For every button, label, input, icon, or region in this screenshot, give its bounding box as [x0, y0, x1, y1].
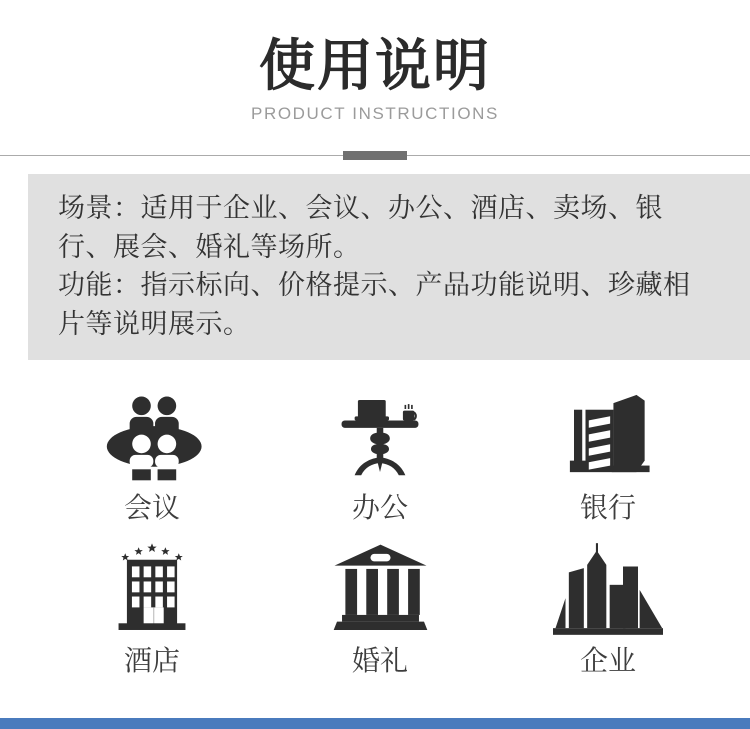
meeting-people-icon [100, 394, 205, 482]
scene-label: 酒店 [123, 644, 180, 676]
wedding-hall-icon [332, 545, 429, 635]
wedding-hall-icon [332, 543, 429, 635]
page-subtitle: PRODUCT INSTRUCTIONS [251, 104, 499, 123]
section-divider [0, 151, 750, 160]
bank-building-icon [564, 390, 653, 482]
page-title: 使用说明 [259, 34, 491, 97]
scene-cell-hotel [38, 545, 266, 678]
bank-building-icon [564, 392, 653, 482]
scene-label: 会议 [123, 492, 180, 523]
header [0, 0, 750, 124]
office-desk-icon [335, 390, 425, 482]
scene-cell-bank [494, 392, 722, 525]
office-desk-icon [335, 392, 425, 482]
scene-grid [38, 392, 722, 677]
scene-cell-meeting [38, 392, 266, 525]
scene-cell-enterprise [494, 545, 722, 678]
meeting-people-icon [100, 392, 205, 482]
bottom-accent-bar [0, 718, 750, 729]
usage-info-box [28, 174, 750, 360]
scene-label: 办公 [351, 492, 408, 523]
city-skyline-icon [553, 545, 663, 635]
scene-cell-office [266, 392, 494, 525]
function-description: 功能：指示标向、价格提示、产品功能说明、珍藏相片等说明展示。 [58, 270, 691, 339]
scene-label: 婚礼 [351, 644, 408, 676]
city-skyline-icon [553, 543, 663, 635]
hotel-building-icon [105, 545, 199, 635]
scene-label: 企业 [579, 644, 636, 676]
hotel-building-icon [105, 543, 199, 635]
divider-center-block [343, 151, 407, 160]
scene-cell-wedding [266, 545, 494, 678]
scene-description: 场景：适用于企业、会议、办公、酒店、卖场、银行、展会、婚礼等场所。 [58, 193, 663, 262]
scene-label: 银行 [579, 492, 636, 523]
